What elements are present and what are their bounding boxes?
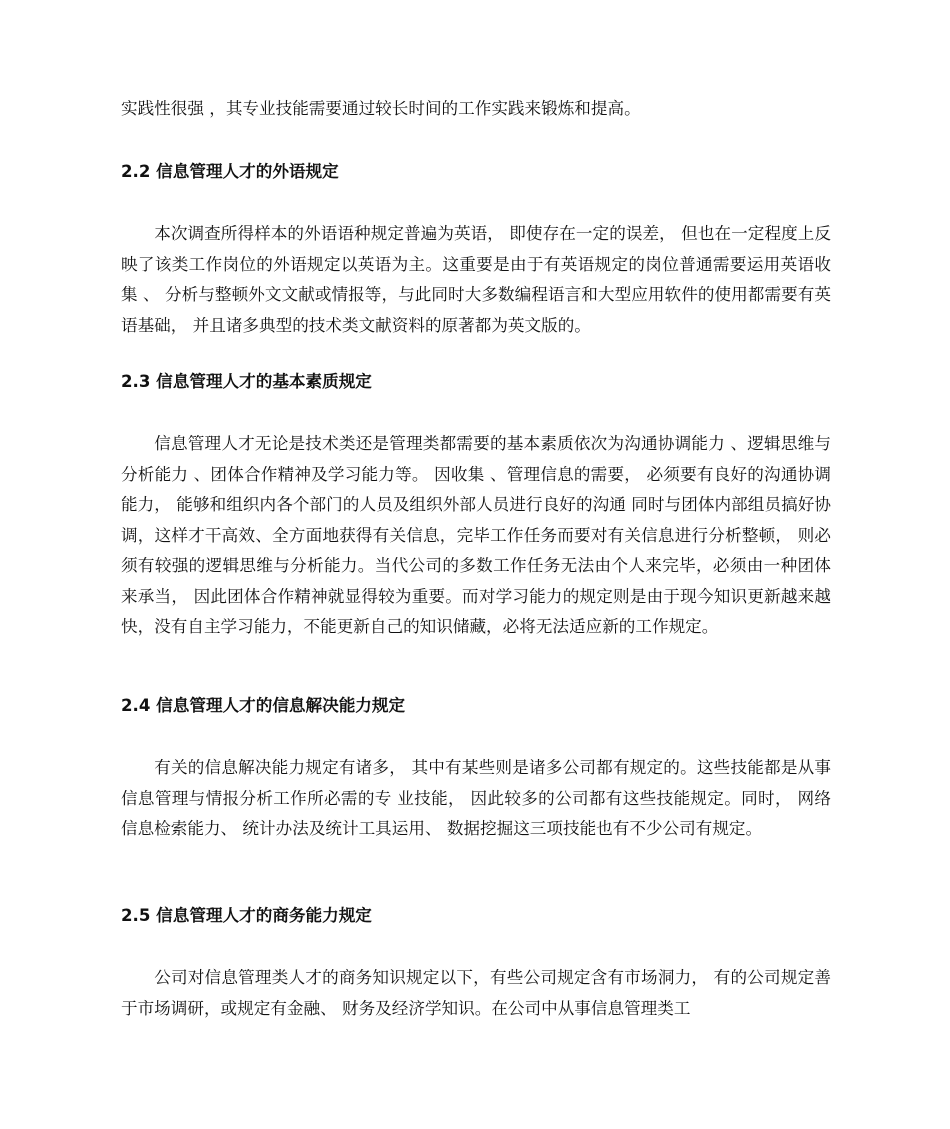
section-body-2-2: 本次调查所得样本的外语语种规定普遍为英语， 即使存在一定的误差， 但也在一定程度上反映了该类工作岗位的外语规定以英语为主。这重要是由于有英语规定的岗位普通需要运用英语收集 、 分析与整顿外文文献或情报等，与此同时大多数编程语言和大型应用软件的使用都需要有英语基础， 并且诸多典型的技术类文献资料的原著都为英文版的。	[121, 224, 831, 335]
section-body-2-4: 有关的信息解决能力规定有诸多， 其中有某些则是诸多公司都有规定的。这些技能都是从事信息管理与情报分析工作所必需的专 业技能， 因此较多的公司都有这些技能规定。同时， 网络信息检索能力、 统计办法及统计工具运用、 数据挖掘这三项技能也有不少公司有规定。	[121, 758, 831, 838]
section-body-2-5: 公司对信息管理类人才的商务知识规定以下，有些公司规定含有市场洞力， 有的公司规定善于市场调研，或规定有金融、 财务及经济学知识。在公司中从事信息管理类工	[121, 968, 831, 1018]
section-body-2-3: 信息管理人才无论是技术类还是管理类都需要的基本素质依次为沟通协调能力 、逻辑思维与分析能力 、团体合作精神及学习能力等。 因收集 、管理信息的需要， 必须要有良好的沟通协调能力， 能够和组织内各个部门的人员及组织外部人员进行良好的沟通 同时与团体内部组员搞好协调，这样才干高效、全方面地获得有关信息，完毕工作任务而要对有关信息进行分析整顿， 则必须有较强的逻辑思维与分析能力。当代公司的多数工作任务无法由个人来完毕，必须由一种团体来承当， 因此团体合作精神就显得较为重要。而对学习能力的规定则是由于现今知识更新越来越快，没有自主学习能力，不能更新自己的知识储藏，必将无法适应新的工作规定。	[121, 434, 831, 636]
section-heading-2-2: 2.2 信息管理人才的外语规定	[121, 162, 339, 181]
intro-paragraph: 实践性很强 ，其专业技能需要通过较长时间的工作实践来锻炼和提高。	[121, 99, 641, 118]
section-heading-2-3: 2.3 信息管理人才的基本素质规定	[121, 372, 372, 391]
section-heading-2-5: 2.5 信息管理人才的商务能力规定	[121, 906, 372, 925]
section-heading-2-4: 2.4 信息管理人才的信息解决能力规定	[121, 696, 406, 715]
